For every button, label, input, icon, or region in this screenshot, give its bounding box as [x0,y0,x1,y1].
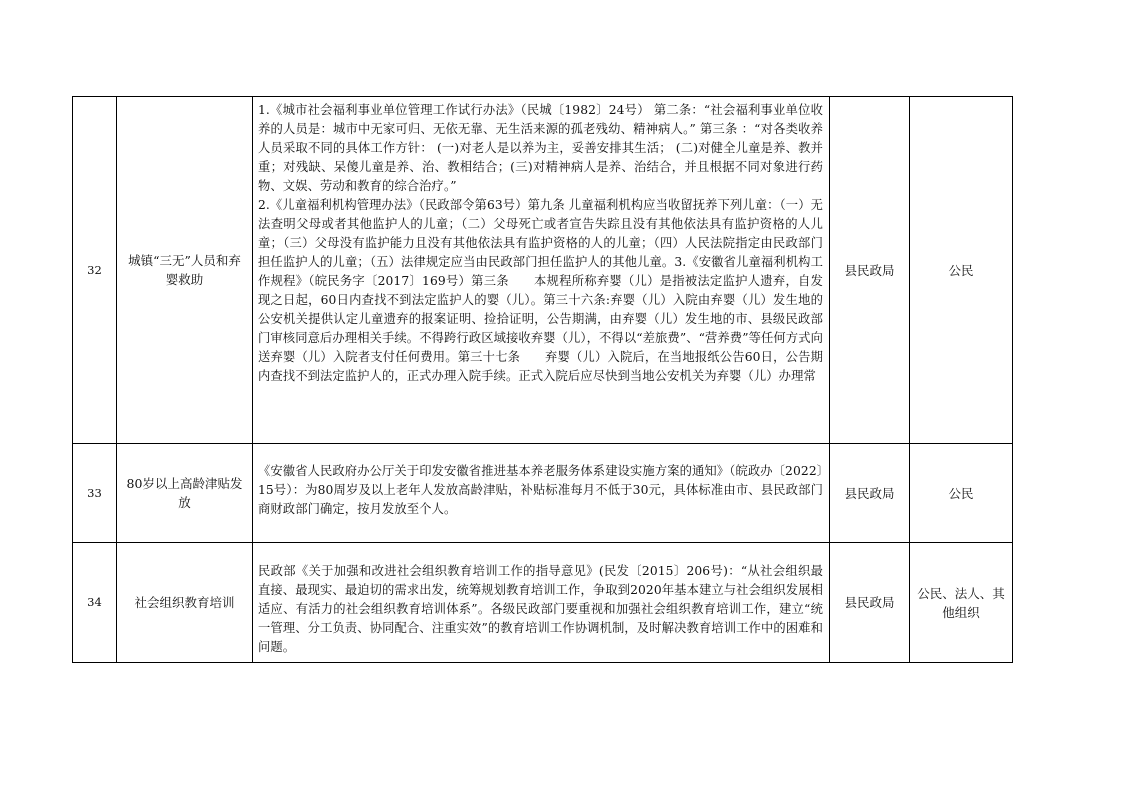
service-object: 公民 [910,444,1013,543]
legal-basis-text [253,551,829,654]
responsible-department: 县民政局 [830,444,910,543]
legal-basis-cell [253,444,830,543]
services-table [72,96,1013,663]
service-object: 公民 [910,97,1013,444]
service-name: 80岁以上高龄津贴发放 [117,444,253,543]
table-row [73,97,1013,444]
service-object: 公民、法人、其他组织 [910,543,1013,663]
service-name: 城镇“三无”人员和弃婴救助 [117,97,253,444]
responsible-department: 县民政局 [830,543,910,663]
responsible-department: 县民政局 [830,97,910,444]
service-name: 社会组织教育培训 [117,543,253,663]
legal-basis-text [253,448,829,538]
row-number: 33 [73,444,117,543]
basis-paragraph: 民政部《关于加强和改进社会组织教育培训工作的指导意见》(民发〔2015〕206号)：“从社会组织最直接、最现实、最迫切的需求出发，统筹规划教育培训工作，争取到2020年基本建立与社会组织发展相适应、有活力的社会组织教育培训体系”。各级民政部门要重视和加强社会组织教育培训工作，建立“统一管理、分工负责、协同配合、注重实效”的教育培训工作协调机制，及时解决教育培训工作中的困难和问题。 [258,564,823,654]
basis-paragraph: 2.《儿童福利机构管理办法》（民政部令第63号）第九条 儿童福利机构应当收留抚养下列儿童：（一）无法查明父母或者其他监护人的儿童；（二）父母死亡或者宣告失踪且没有其他依法具有监护资格的人儿童；（三）父母没有监护能力且没有其他依法具有监护资格的人的儿童；（四）人民法院指定由民政部门担任监护人的儿童；（五）法律规定应当由民政部门担任监护人的其他儿童。3.《安徽省儿童福利机构工作规程》（皖民务字〔2017〕169号）第三条 本规程所称弃婴（儿）是指被法定监护人遗弃，自发现之日起，60日内查找不到法定监护人的婴（儿）。第三十六条:弃婴（儿）入院由弃婴（儿）发生地的公安机关提供认定儿童遗弃的报案证明、捡拾证明，公告期满，由弃婴（儿）发生地的市、县级民政部门审核同意后办理相关手续。不得跨行政区域接收弃婴（儿），不得以“差旅费”、“营养费”等任何方式向送弃婴（儿）入院者支付任何费用。第三十七条 弃婴（儿）入院后，在当地报纸公告60日，公告期内查找不到法定监护人的，正式办理入院手续。正式入院后应尽快到当地公安机关为弃婴（儿）办理常 [258,197,823,383]
row-number: 32 [73,97,117,444]
basis-paragraph: 《安徽省人民政府办公厅关于印发安徽省推进基本养老服务体系建设实施方案的通知》（皖政办〔2022〕15号）：为80周岁及以上老年人发放高龄津贴，补贴标准每月不低于30元，具体标准由市、县民政部门商财政部门确定，按月发放至个人。 [258,464,823,516]
row-number: 34 [73,543,117,663]
legal-basis-cell [253,543,830,663]
legal-basis-text [253,98,829,443]
table-row [73,543,1013,663]
table-row [73,444,1013,543]
legal-basis-cell [253,97,830,444]
basis-paragraph: 1.《城市社会福利事业单位管理工作试行办法》（民城〔1982〕24号） 第二条：“社会福利事业单位收养的人员是：城市中无家可归、无依无靠、无生活来源的孤老残幼、精神病人。” 第三条 ：“对各类收养人员采取不同的具体工作方针： (一)对老人是以养为主，妥善安排其生活； (二)对健全儿童是养、教并重；对残缺、呆傻儿童是养、治、教相结合；(三)对精神病人是养、治结合，并且根据不同对象进行药物、文娱、劳动和教育的综合治疗。” [258,102,823,193]
